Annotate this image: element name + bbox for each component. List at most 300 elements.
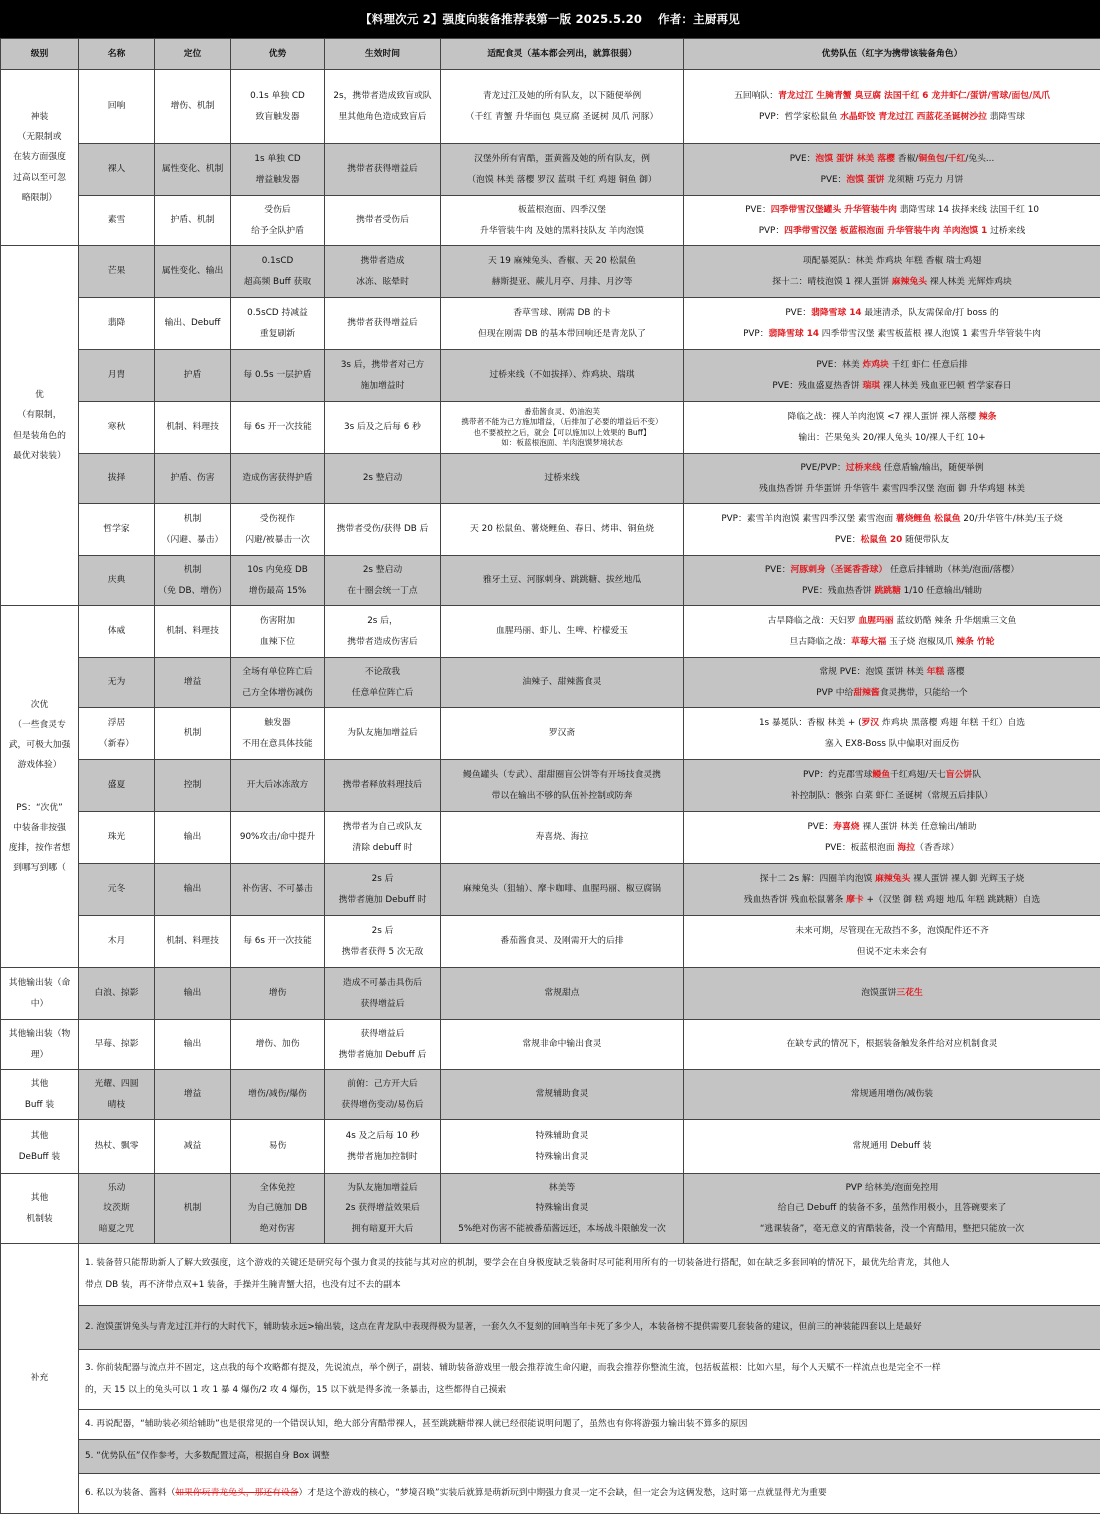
- cell-line: 2s 获得增益效果后: [327, 1198, 438, 1218]
- highlighted-food-name: 海拉: [897, 843, 915, 853]
- team-line: [686, 355, 1098, 375]
- cell-line: 输出、Debuff: [157, 313, 228, 333]
- table-row: [1, 864, 1100, 916]
- cell-line: 度排，按作者想: [3, 838, 76, 858]
- equip-suitable-food: [441, 864, 684, 916]
- team-line: [686, 1084, 1098, 1104]
- team-line: [686, 303, 1098, 323]
- equip-advantage: [231, 658, 325, 708]
- equip-suitable-food: [441, 196, 684, 246]
- team-text: 项配暴冕队：林美 炸鸡块 年糕 香椒: [803, 256, 943, 266]
- equip-trigger-time: [325, 556, 441, 606]
- equip-suitable-food: [441, 402, 684, 454]
- equip-name: [79, 454, 155, 504]
- team-text: PVP：约克郡雪球: [803, 770, 872, 780]
- team-line: [686, 560, 1098, 580]
- cell-line: 其他: [3, 1074, 76, 1094]
- team-text: 1s 暴冕队：香椒 林美 + (: [759, 718, 862, 728]
- table-row: [1, 1020, 1100, 1070]
- equip-trigger-time: [325, 1120, 441, 1174]
- cell-line: 2s 整启动: [327, 560, 438, 580]
- team-text: 玉子烧 泡椒凤爪: [886, 637, 956, 647]
- note-text: [79, 1244, 1100, 1306]
- team-text: 落樱: [944, 667, 964, 677]
- cell-line: 易伤: [233, 1136, 322, 1156]
- cell-line: 游戏体验）: [3, 755, 76, 775]
- team-text: “逃课装备”，毫无意义的宵酷装备，没一个宵酷用，整把只能放一次: [760, 1224, 1024, 1234]
- team-text: PVP：: [759, 226, 784, 236]
- equip-suitable-food: [441, 1120, 684, 1174]
- cell-line: 增益: [157, 672, 228, 692]
- cell-line: 板蓝根泡面、四季汉堡: [443, 200, 681, 220]
- highlighted-food-name: 炸鸡块: [862, 360, 888, 370]
- equip-role: [155, 760, 231, 812]
- team-text: 龙须糖 巧克力 月饼: [885, 175, 964, 185]
- highlighted-food-name: 年糕: [927, 667, 945, 677]
- team-text: 残血热香饼 残血松鼠薯条: [744, 895, 846, 905]
- category-cell: [1, 1174, 79, 1244]
- cell-line: 护盾、伤害: [157, 468, 228, 488]
- equip-team: [684, 454, 1100, 504]
- equip-role: [155, 504, 231, 556]
- cell-line: 其他输出装（物: [3, 1024, 76, 1044]
- cell-line: 林美等: [443, 1178, 681, 1198]
- team-line: [686, 200, 1098, 220]
- team-text: 炸鸡块 黑落樱 鸡翅 年糕 千红）自选: [879, 718, 1025, 728]
- equip-suitable-food: [441, 350, 684, 402]
- cell-line: 其他输出装（命: [3, 973, 76, 993]
- team-text: 翡降雪球 14 拔择来线 法国千红 10: [897, 205, 1039, 215]
- cell-line: 90%攻击/命中提升: [233, 827, 322, 847]
- equip-name: [79, 760, 155, 812]
- cell-line: 早莓、掠影: [81, 1034, 152, 1054]
- category-cell: [1, 1070, 79, 1120]
- notes-category-cell: 补充: [1, 1244, 79, 1514]
- table-row: [1, 1174, 1100, 1244]
- highlighted-food-name: 草莓大福: [851, 637, 886, 647]
- cell-line: 施加增益时: [327, 376, 438, 396]
- team-line: [686, 107, 1098, 127]
- highlighted-food-name: 松鼠鱼 20: [861, 535, 903, 545]
- equip-role: [155, 556, 231, 606]
- equip-advantage: [231, 968, 325, 1020]
- cell-line: DeBuff 装: [3, 1147, 76, 1167]
- cell-line: 为自己施加 DB: [233, 1198, 322, 1218]
- highlighted-food-name: 麻辣兔头: [875, 874, 910, 884]
- table-row: [1, 708, 1100, 760]
- equip-advantage: [231, 70, 325, 144]
- team-text: 蓝纹奶酪 辣条 升华烟熏三文鱼: [894, 616, 1017, 626]
- equip-advantage: [231, 1020, 325, 1070]
- highlighted-food-name: 三花生: [896, 988, 922, 998]
- cell-line: PS：“次优”: [3, 798, 76, 818]
- equip-advantage: [231, 504, 325, 556]
- equip-name: [79, 246, 155, 298]
- team-text: 塞入 EX8-Boss 队中偏职对面反伤: [825, 739, 959, 749]
- team-line: [686, 983, 1098, 1003]
- cell-line: 携带者获得增益后: [327, 313, 438, 333]
- team-text: 最速清杀，队友需保命/打 boss 的: [862, 308, 999, 318]
- cell-line: 最优对装装）: [3, 446, 76, 466]
- cell-line: 暗夏之咒: [81, 1219, 152, 1239]
- cell-line: 月胄: [81, 365, 152, 385]
- cell-line: 寿喜烧、海拉: [443, 827, 681, 847]
- equip-team: [684, 760, 1100, 812]
- cell-line: 造成不可暴击具伤后: [327, 973, 438, 993]
- note-row: [1, 1244, 1100, 1306]
- cell-line: 机制、料理技: [157, 417, 228, 437]
- cell-line: 过桥来线: [443, 468, 681, 488]
- cell-line: 罗汉斋: [443, 723, 681, 743]
- equip-trigger-time: [325, 246, 441, 298]
- equip-role: [155, 298, 231, 350]
- team-line: [686, 376, 1098, 396]
- cell-line: 升华管装牛肉 及她的黑料技队友 羊肉泡馍: [443, 221, 681, 241]
- table-row: [1, 760, 1100, 812]
- equip-name: [79, 812, 155, 864]
- cell-line: 携带者为自己或队友: [327, 817, 438, 837]
- cell-line: 盛夏: [81, 775, 152, 795]
- cell-line: 任意单位阵亡后: [327, 683, 438, 703]
- team-text: 瑞士鸡翅: [943, 256, 981, 266]
- cell-line: 每 0.5s 一层护盾: [233, 365, 322, 385]
- equip-team: [684, 1120, 1100, 1174]
- cell-line: 受伤后: [233, 200, 322, 220]
- equip-team: [684, 1020, 1100, 1070]
- equip-role: [155, 350, 231, 402]
- equip-suitable-food: [441, 246, 684, 298]
- cell-line: 里其他角色造成致盲后: [327, 107, 438, 127]
- cell-line: 天 20 松鼠鱼、薯烧鲤鱼、春日、烤串、铜鱼烧: [443, 519, 681, 539]
- cell-line: 鳗鱼罐头（专武）、甜甜圈盲公饼等有开场技食灵携: [443, 765, 681, 785]
- equip-team: [684, 1174, 1100, 1244]
- equip-name: [79, 708, 155, 760]
- equip-role: [155, 70, 231, 144]
- cell-line: 但现在刚需 DB 的基本带回响还是青龙队了: [443, 324, 681, 344]
- team-line: [686, 509, 1098, 529]
- equip-suitable-food: [441, 298, 684, 350]
- cell-line: 重复刷新: [233, 324, 322, 344]
- team-text: 香椒/: [895, 154, 918, 164]
- table-row: [1, 1070, 1100, 1120]
- cell-line: 减益: [157, 1136, 228, 1156]
- cell-line: 哲学家: [81, 519, 152, 539]
- team-text: /兔头...: [965, 154, 994, 164]
- cell-line: 给予全队护盾: [233, 221, 322, 241]
- team-text: PVE：残血盛夏热香饼: [772, 381, 862, 391]
- team-text: PVE：: [835, 535, 861, 545]
- equip-trigger-time: [325, 760, 441, 812]
- note-text-part: 6. 私以为装备、酱料（: [85, 1488, 175, 1498]
- cell-line: 机制: [157, 1198, 228, 1218]
- category-cell: [1, 606, 79, 968]
- team-text: PVE：林美: [816, 360, 862, 370]
- cell-line: Buff 装: [3, 1095, 76, 1115]
- team-line: [686, 407, 1098, 427]
- team-line: [686, 817, 1098, 837]
- team-text: 千红鸡翅/天七: [890, 770, 946, 780]
- cell-line: 输出: [157, 1034, 228, 1054]
- cell-line: 浮居: [81, 713, 152, 733]
- equip-team: [684, 246, 1100, 298]
- cell-line: 2s 后: [327, 921, 438, 941]
- cell-line: 常规非命中输出食灵: [443, 1034, 681, 1054]
- equip-suitable-food: [441, 144, 684, 196]
- equip-name: [79, 658, 155, 708]
- highlighted-food-name: 瑞琪: [862, 381, 880, 391]
- team-line: [686, 272, 1098, 292]
- cell-line: 清除 debuff 时: [327, 838, 438, 858]
- equip-role: [155, 708, 231, 760]
- team-line: [686, 324, 1098, 344]
- highlighted-food-name: 河豚刺身（圣诞香香球）: [791, 565, 888, 575]
- cell-line: 携带者施加 Debuff 后: [327, 1045, 438, 1065]
- cell-line: 3. 你前装配器与流点并不固定，这点我的每个攻略都有提及，先说流点，举个例子，副装、辅助装备游戏里一般会推荐流生命闪避，而我会推荐你整流生流，包括板蓝根：比如六星，每个人天赋不一样流点也是完全不一样: [85, 1358, 1094, 1380]
- equip-suitable-food: [441, 1020, 684, 1070]
- cell-line: 特殊辅助食灵: [443, 1126, 681, 1146]
- cell-line: 体威: [81, 621, 152, 641]
- note-row: [1, 1440, 1100, 1474]
- team-line: [686, 251, 1098, 271]
- team-text: 在缺专武的情况下，根据装备触发条件给对应机制食灵: [786, 1039, 997, 1049]
- cell-line: 5. “优势队伍”仅作参考，大多数配置过高，根据自身 Box 调整: [85, 1446, 1094, 1468]
- cell-line: （新春）: [81, 734, 152, 754]
- team-line: [686, 1219, 1098, 1239]
- equip-name: [79, 350, 155, 402]
- header-name: 名称: [79, 39, 155, 70]
- cell-line: 白浪、掠影: [81, 983, 152, 1003]
- cell-line: 在十圈会统一丁点: [327, 581, 438, 601]
- equip-name: [79, 504, 155, 556]
- team-text: （香香球）: [915, 843, 959, 853]
- cell-line: 1. 装备替只能帮助新人了解大致强度，这个游戏的关键还是研究每个强力食灵的技能与其对应的机制，要学会在自身极度缺乏装备时尽可能利用所有的一切装备进行搭配，如在缺乏多套回响的情况下，最优先给青龙，其他人: [85, 1253, 1094, 1275]
- cell-line: 0.5sCD 持减益: [233, 303, 322, 323]
- cell-line: 触发器: [233, 713, 322, 733]
- team-line: [686, 1178, 1098, 1198]
- equip-team: [684, 864, 1100, 916]
- cell-line: 裸人: [81, 159, 152, 179]
- cell-line: 机制、料理技: [157, 931, 228, 951]
- cell-line: 为队友施加增益后: [327, 723, 438, 743]
- equip-suitable-food: [441, 556, 684, 606]
- cell-line: 珠光: [81, 827, 152, 847]
- cell-line: 机制: [157, 560, 228, 580]
- team-line: [686, 838, 1098, 858]
- team-text: 常规通用 Debuff 装: [853, 1141, 932, 1151]
- team-line: [686, 581, 1098, 601]
- equip-name: [79, 298, 155, 350]
- cell-line: 但是装角色的: [3, 426, 76, 446]
- cell-line: 闪避/被暴击一次: [233, 530, 322, 550]
- equip-suitable-food: [441, 70, 684, 144]
- table-row: [1, 350, 1100, 402]
- cell-line: 在装方面强度: [3, 147, 76, 167]
- cell-line: 5%绝对伤害不能被番茄酱远还，本场战斗限触发一次: [443, 1219, 681, 1239]
- team-text: 常规 PVE：泡馍 蛋饼 林美: [819, 667, 926, 677]
- cell-line: 机制: [157, 723, 228, 743]
- team-text: 队: [972, 770, 981, 780]
- team-text: 裸人蛋饼 林美 任意输出/辅助: [860, 822, 977, 832]
- header-role: 定位: [155, 39, 231, 70]
- team-text: 输出：芒果兔头 20/裸人兔头 10/裸人千红 10+: [798, 433, 985, 443]
- team-text: 未来可期，尽管现在无敌挡不多，泡馍配件还不齐: [795, 926, 989, 936]
- cell-line: 为队友施加增益后: [327, 1178, 438, 1198]
- equip-advantage: [231, 916, 325, 968]
- cell-line: 受伤视作: [233, 509, 322, 529]
- team-line: [686, 921, 1098, 941]
- cell-line: 略限制）: [3, 188, 76, 208]
- team-text: 探十二：晴枝泡馍 1 裸人蛋饼: [772, 277, 892, 287]
- cell-line: 天 19 麻辣兔头、香椒、天 20 松鼠鱼: [443, 251, 681, 271]
- cell-line: 香草雪球、刚需 DB 的卡: [443, 303, 681, 323]
- equip-role: [155, 606, 231, 658]
- category-cell: [1, 1020, 79, 1070]
- team-line: [686, 221, 1098, 241]
- team-line: [686, 890, 1098, 910]
- equip-role: [155, 658, 231, 708]
- highlighted-food-name: 寿喜烧: [833, 822, 859, 832]
- cell-line: 神装: [3, 107, 76, 127]
- cell-line: （一些食灵专: [3, 715, 76, 735]
- highlighted-food-name: 辣条: [979, 412, 997, 422]
- team-line: [686, 713, 1098, 733]
- equip-trigger-time: [325, 708, 441, 760]
- team-text: PVE：: [790, 154, 816, 164]
- team-text: 常规通用增伤/减伤装: [851, 1089, 933, 1099]
- cell-line: 中装备非按强: [3, 818, 76, 838]
- table-row: [1, 556, 1100, 606]
- highlighted-food-name: 四季带雪汉堡 板蓝根泡面 升华管装牛肉 羊肉泡馍 1: [784, 226, 987, 236]
- cell-line: 己方全体增伤减伤: [233, 683, 322, 703]
- equip-role: [155, 196, 231, 246]
- equip-name: [79, 606, 155, 658]
- cell-line: 如：板蓝根泡面、羊肉泡馍梦境状态: [443, 438, 681, 448]
- team-text: 旦古降临之战：: [789, 637, 851, 647]
- equip-name: [79, 144, 155, 196]
- team-text: PVE：: [821, 175, 847, 185]
- equip-advantage: [231, 606, 325, 658]
- cell-line: 3s 后及之后每 6 秒: [327, 417, 438, 437]
- highlighted-food-name: 辣条 竹轮: [956, 637, 994, 647]
- cell-line: 特殊输出食灵: [443, 1198, 681, 1218]
- team-line: [686, 734, 1098, 754]
- cell-line: 输出: [157, 827, 228, 847]
- equip-team: [684, 350, 1100, 402]
- cell-line: 也不要被控之后，就会【可以施加以上效果的 Buff】: [443, 428, 681, 438]
- equip-suitable-food: [441, 916, 684, 968]
- cell-line: 机制: [157, 509, 228, 529]
- team-line: [686, 86, 1098, 106]
- equip-team: [684, 298, 1100, 350]
- cell-line: 优: [3, 385, 76, 405]
- header-level: 级别: [1, 39, 79, 70]
- cell-line: 3s 后，携带者对己方: [327, 355, 438, 375]
- cell-line: 增伤: [233, 983, 322, 1003]
- team-line: [686, 611, 1098, 631]
- cell-line: 光耀、四圆: [81, 1074, 152, 1094]
- cell-line: 增伤、机制: [157, 96, 228, 116]
- team-line: [686, 530, 1098, 550]
- cell-line: 回响: [81, 96, 152, 116]
- note-text: [79, 1410, 1100, 1440]
- cell-line: 输出: [157, 879, 228, 899]
- cell-line: 到哪写到哪（: [3, 858, 76, 878]
- cell-line: 其他: [3, 1188, 76, 1208]
- highlighted-food-name: 鳗鱼: [872, 770, 890, 780]
- highlighted-food-name: 摩卡: [846, 895, 864, 905]
- team-text: 五回响队：: [734, 91, 778, 101]
- table-row: [1, 1120, 1100, 1174]
- cell-line: 特殊输出食灵: [443, 1147, 681, 1167]
- cell-line: 10s 内免疫 DB: [233, 560, 322, 580]
- team-line: [686, 458, 1098, 478]
- equip-advantage: [231, 812, 325, 864]
- highlighted-food-name: 过桥来线: [846, 463, 881, 473]
- team-line: [686, 632, 1098, 652]
- equip-role: [155, 1020, 231, 1070]
- cell-line: 携带者受伤后: [327, 210, 438, 230]
- cell-line: 携带者获得增益后: [327, 159, 438, 179]
- equip-team: [684, 1070, 1100, 1120]
- equip-name: [79, 196, 155, 246]
- spacer: [3, 776, 76, 798]
- equip-suitable-food: [441, 1174, 684, 1244]
- cell-line: 获得增伤变动/易伤后: [327, 1095, 438, 1115]
- cell-line: 携带者受伤/获得 DB 后: [327, 519, 438, 539]
- cell-line: 热杖、飘零: [81, 1136, 152, 1156]
- equip-trigger-time: [325, 402, 441, 454]
- equip-role: [155, 812, 231, 864]
- cell-line: 拥有暗夏开大后: [327, 1219, 438, 1239]
- equip-team: [684, 196, 1100, 246]
- equip-trigger-time: [325, 196, 441, 246]
- cell-line: 2s 后，: [327, 611, 438, 631]
- cell-line: 雅牙土豆、河豚刺身、跳跳糖、拔丝地瓜: [443, 570, 681, 590]
- cell-line: 赫斯提亚、蕨儿月亭、月排、月汐等: [443, 272, 681, 292]
- team-text: 探十二 2s 解：四圈羊肉泡馍: [760, 874, 875, 884]
- cell-line: 番茄酱食灵、奶油泡芙: [443, 407, 681, 417]
- equip-name: [79, 864, 155, 916]
- equip-suitable-food: [441, 1070, 684, 1120]
- cell-line: 全场有单位阵亡后: [233, 662, 322, 682]
- header-team: 优势队伍（红字为携带该装备角色）: [684, 39, 1100, 70]
- highlighted-food-name: 盲公饼: [946, 770, 972, 780]
- equip-trigger-time: [325, 916, 441, 968]
- equip-team: [684, 144, 1100, 196]
- cell-line: 增益触发器: [233, 170, 322, 190]
- equip-suitable-food: [441, 606, 684, 658]
- cell-line: 中）: [3, 994, 76, 1014]
- cell-line: 素雪: [81, 210, 152, 230]
- equip-role: [155, 864, 231, 916]
- cell-line: 拔择: [81, 468, 152, 488]
- equip-advantage: [231, 1120, 325, 1174]
- table-row: [1, 504, 1100, 556]
- table-row: [1, 454, 1100, 504]
- team-text: PVE：板蓝根泡面: [825, 843, 897, 853]
- cell-line: 血腥玛丽、虾儿、生啤、柠檬爱玉: [443, 621, 681, 641]
- cell-line: 造成伤害获得护盾: [233, 468, 322, 488]
- equip-team: [684, 556, 1100, 606]
- equip-trigger-time: [325, 968, 441, 1020]
- team-text: +（汉堡 御 糕 鸡翅 地瓜 年糕 跳跳糖）自选: [864, 895, 1041, 905]
- cell-line: 1s 单独 CD: [233, 149, 322, 169]
- highlighted-food-name: 翡降雪球 14: [769, 329, 820, 339]
- equip-advantage: [231, 144, 325, 196]
- equip-name: [79, 1120, 155, 1174]
- cell-line: 获得增益后: [327, 1024, 438, 1044]
- equip-suitable-food: [441, 968, 684, 1020]
